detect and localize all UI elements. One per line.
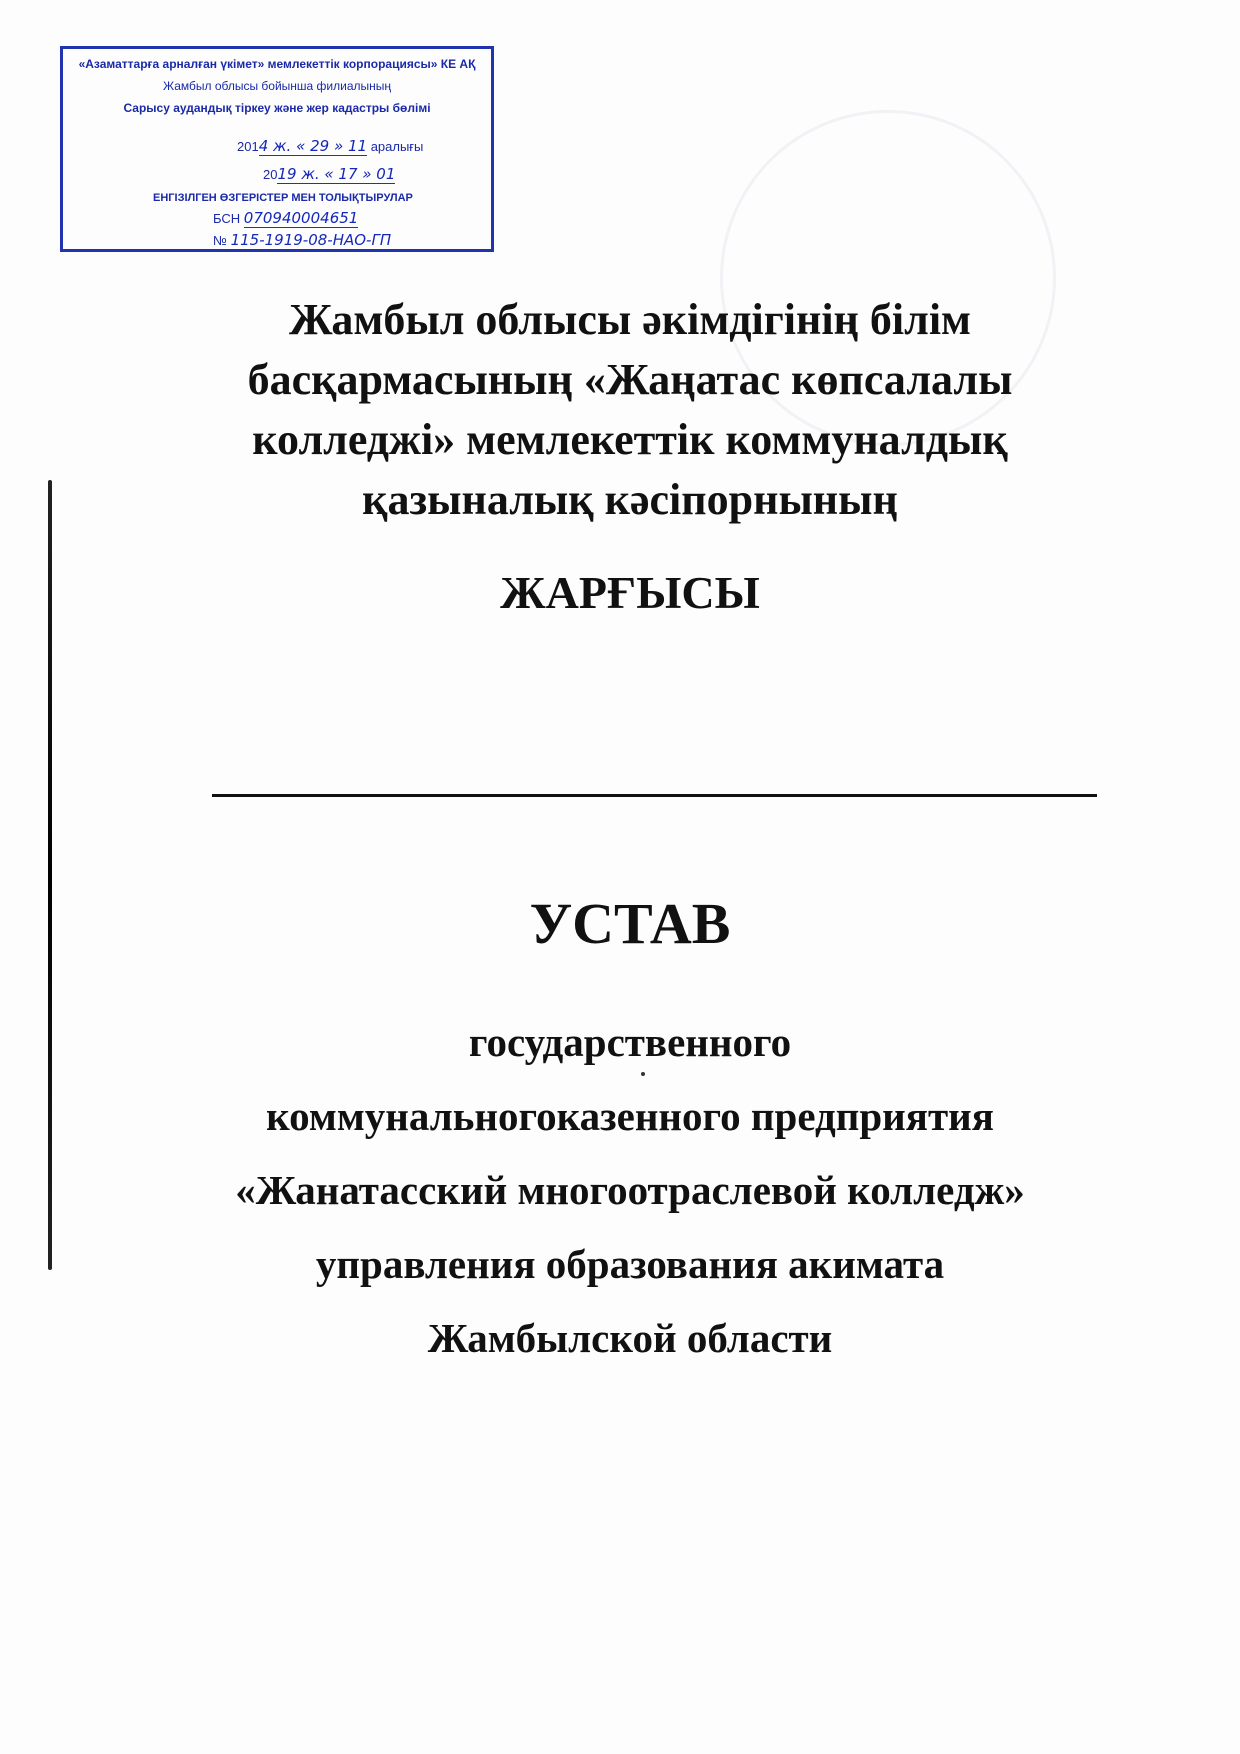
stamp-line-1: «Азаматтарға арналған үкімет» мемлекеттік корпорациясы» КЕ АҚ: [78, 57, 476, 71]
stamp-line-2: Жамбыл облысы бойынша филиалының: [162, 79, 392, 93]
stamp-changes-label: ЕНГІЗІЛГЕН ӨЗГЕРІСТЕР МЕН ТОЛЫҚТЫРУЛАР: [153, 192, 413, 204]
kazakh-title-line: колледжі» мемлекеттік коммуналдық: [252, 415, 1008, 464]
russian-title-line: коммунальногоказенного предприятия: [266, 1093, 994, 1139]
stamp-date-2: [263, 165, 395, 184]
registration-stamp: [60, 46, 494, 252]
stamp-bsn: [213, 209, 358, 228]
stamp-number-value: 115-1919-08-НАО-ГП: [230, 231, 392, 249]
russian-doc-type: УСТАВ: [529, 891, 731, 956]
stamp-line-3: Сарысу аудандық тіркеу және жер кадастры бөлімі: [123, 101, 431, 115]
kazakh-title-line: басқармасының «Жаңатас көпсалалы: [247, 355, 1013, 404]
russian-title-line: управления образования акимата: [315, 1241, 945, 1287]
kazakh-doc-type: ЖАРҒЫСЫ: [500, 567, 760, 618]
russian-title: [120, 1005, 1140, 1375]
stamp-number: [213, 231, 391, 250]
stamp-bsn-label: БСН: [213, 211, 241, 226]
russian-title-line: Жамбылской области: [427, 1315, 833, 1361]
kazakh-title: [180, 290, 1080, 530]
russian-title-line: «Жанатасский многоотраслевой колледж»: [235, 1167, 1025, 1213]
stamp-date-1-prefix: 201: [237, 139, 259, 154]
stamp-date-2-hand: 19 ж. « 17 » 01: [277, 165, 396, 183]
divider-line: [212, 794, 1097, 797]
stamp-date-1-suffix: аралығы: [370, 139, 424, 154]
stamp-date-2-prefix: 20: [263, 167, 278, 182]
stamp-bsn-value: 070940004651: [243, 209, 359, 227]
binding-thread: [48, 480, 52, 1270]
russian-title-line: государственного: [468, 1019, 792, 1065]
kazakh-title-line: Жамбыл облысы әкімдігінің білім: [288, 295, 972, 344]
stamp-date-1: [237, 137, 423, 156]
ink-dot: [641, 1072, 645, 1076]
stamp-number-label: №: [213, 233, 227, 248]
kazakh-title-line: қазыналық кәсіпорнының: [362, 475, 898, 524]
stamp-date-1-hand: 4 ж. « 29 » 11: [258, 137, 368, 155]
